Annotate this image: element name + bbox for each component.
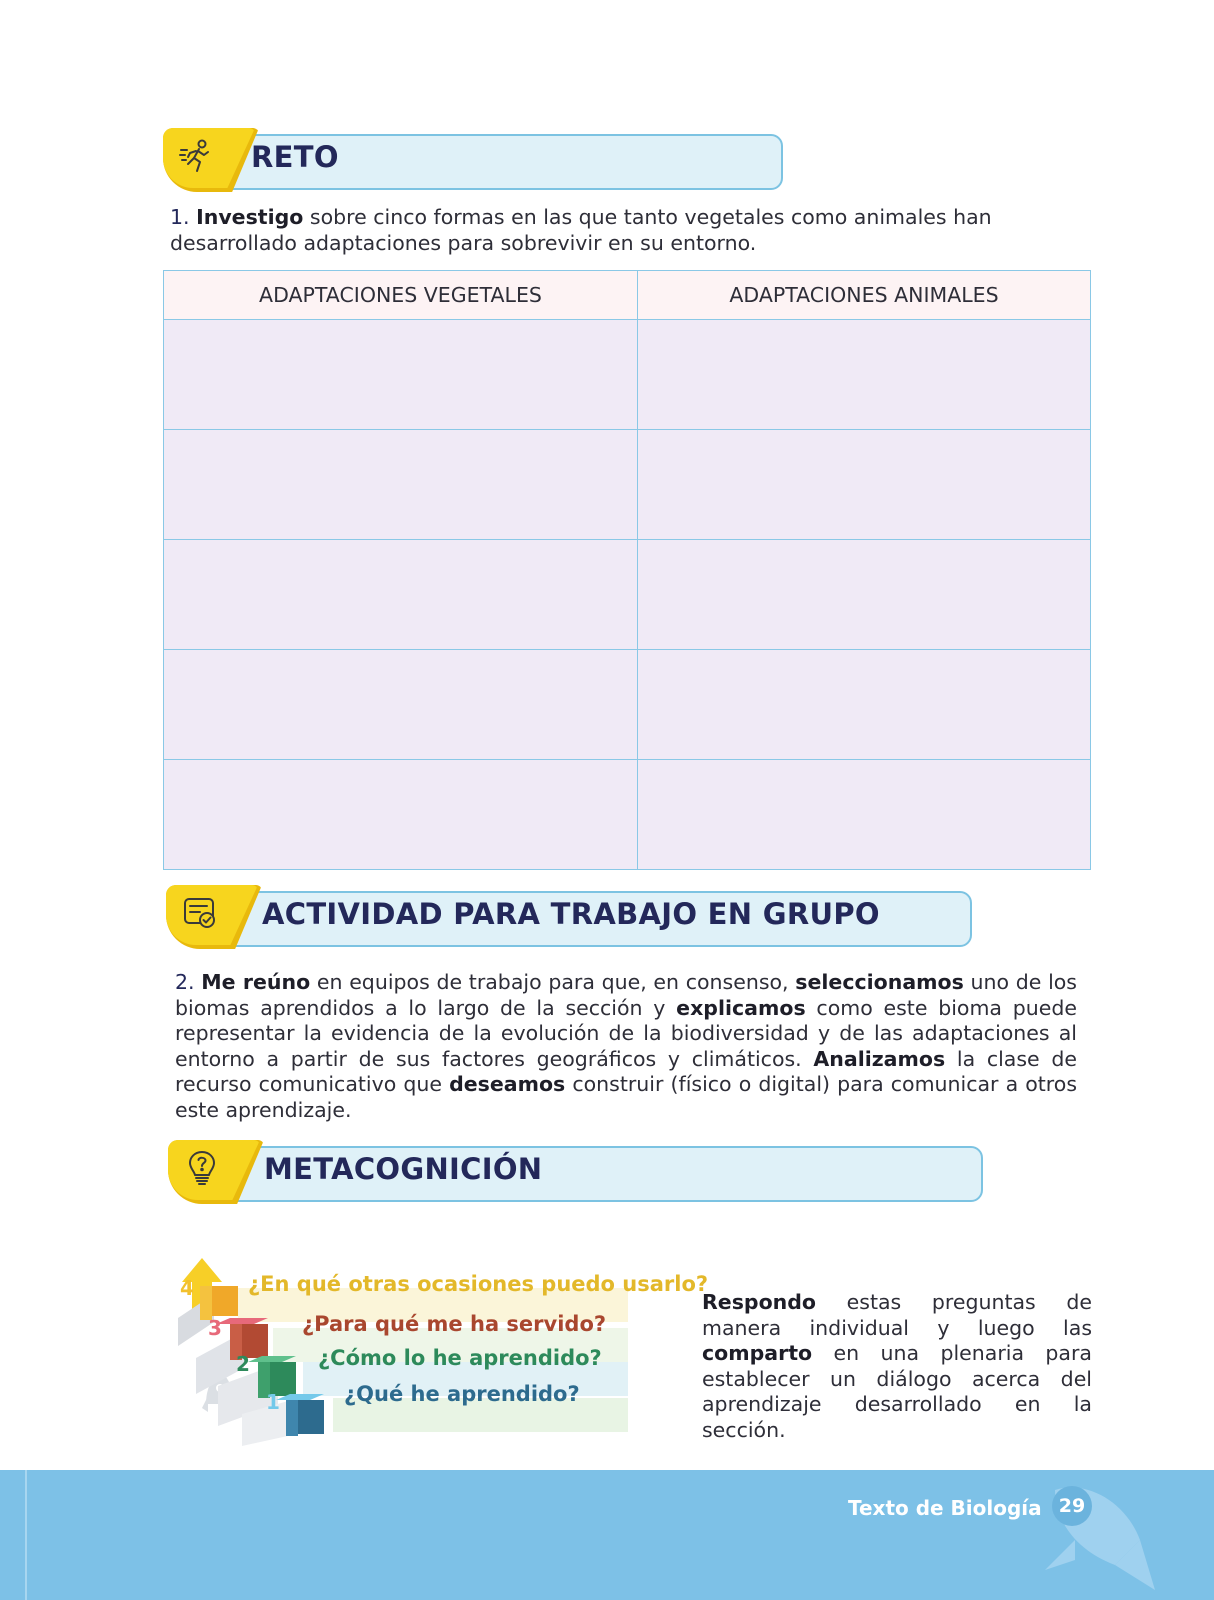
verb-respondo: Respondo: [702, 1290, 817, 1314]
grupo-header: [166, 885, 972, 947]
meta-title: METACOGNICIÓN: [264, 1152, 543, 1186]
page-footer: [0, 1470, 1214, 1600]
header-animales: ADAPTACIONES ANIMALES: [638, 271, 1091, 320]
grupo-text-1: en equipos de trabajo para que, en consenso,: [310, 970, 796, 994]
grupo-text-5: construir (físico o digital) para comunicar a otros este aprendizaje.: [175, 1072, 1077, 1122]
rocket-watermark-icon: [1015, 1470, 1165, 1600]
question-number: 1.: [170, 205, 190, 229]
reto-question: [170, 205, 1070, 256]
question-4: ¿En qué otras ocasiones puedo usarlo?: [248, 1272, 709, 1296]
question-3: ¿Para qué me ha servido?: [302, 1312, 607, 1336]
verb-comparto: comparto: [702, 1341, 813, 1365]
page-number: 29: [1052, 1486, 1092, 1526]
answer-cell-vegetal-3[interactable]: [164, 540, 638, 650]
meta-text-2: en una plenaria para establecer un diálogo acerca del aprendizaje desarrollado en la sección.: [702, 1341, 1092, 1442]
grupo-text-2: uno de los biomas aprendidos a lo largo de la sección y: [175, 970, 1077, 1020]
running-person-icon: [177, 136, 217, 176]
reto-title: RETO: [251, 140, 339, 174]
question-2: ¿Cómo lo he aprendido?: [318, 1346, 602, 1370]
answer-cell-vegetal-2[interactable]: [164, 430, 638, 540]
step-number-3: 3: [208, 1316, 222, 1340]
verb-explicamos: explicamos: [676, 995, 806, 1020]
stairs-graphic: [178, 1236, 638, 1446]
answer-cell-vegetal-4[interactable]: [164, 650, 638, 760]
answer-cell-animal-3[interactable]: [638, 540, 1091, 650]
book-title: Texto de Biología: [848, 1496, 1042, 1520]
verb-seleccionamos: seleccionamos: [795, 970, 964, 994]
answer-cell-animal-2[interactable]: [638, 430, 1091, 540]
answer-cell-vegetal-5[interactable]: [164, 760, 638, 870]
meta-header: [168, 1140, 983, 1202]
reto-header: [163, 128, 783, 190]
grupo-number: 2.: [175, 970, 195, 994]
step-number-4: 4: [180, 1276, 194, 1300]
answer-cell-vegetal-1[interactable]: [164, 320, 638, 430]
header-vegetales: ADAPTACIONES VEGETALES: [164, 271, 638, 320]
meta-paragraph: [702, 1290, 1092, 1443]
answer-cell-animal-4[interactable]: [638, 650, 1091, 760]
question-text: sobre cinco formas en las que tanto vegetales como animales han desarrollado adaptaciones para sobrevivir en su entorno.: [170, 205, 992, 255]
footer-edge-line: [25, 1470, 27, 1600]
lightbulb-question-icon: [182, 1148, 222, 1188]
question-1: ¿Qué he aprendido?: [344, 1382, 580, 1406]
verb-analizamos: Analizamos: [813, 1046, 946, 1071]
grupo-text-4: la clase de recurso comunicativo que: [175, 1046, 1077, 1096]
metacognition-stairs: [178, 1236, 709, 1446]
answer-cell-animal-1[interactable]: [638, 320, 1091, 430]
checklist-icon: [180, 893, 220, 933]
adaptations-table: [163, 270, 1091, 870]
meta-text-1: estas preguntas de manera individual y luego las: [702, 1290, 1092, 1340]
answer-cell-animal-5[interactable]: [638, 760, 1091, 870]
verb-deseamos: deseamos: [449, 1072, 566, 1096]
step-number-1: 1: [266, 1390, 280, 1414]
grupo-paragraph: [175, 970, 1077, 1123]
step-number-2: 2: [236, 1352, 250, 1376]
grupo-text-3: como este bioma puede representar la evidencia de la evolución de la biodiversidad y de las adaptaciones al entorno a partir de sus factores geográficos y climáticos.: [175, 995, 1078, 1071]
verb-me-reuno: Me reúno: [201, 970, 311, 994]
grupo-title: ACTIVIDAD PARA TRABAJO EN GRUPO: [262, 897, 880, 931]
question-verb: Investigo: [196, 205, 304, 229]
